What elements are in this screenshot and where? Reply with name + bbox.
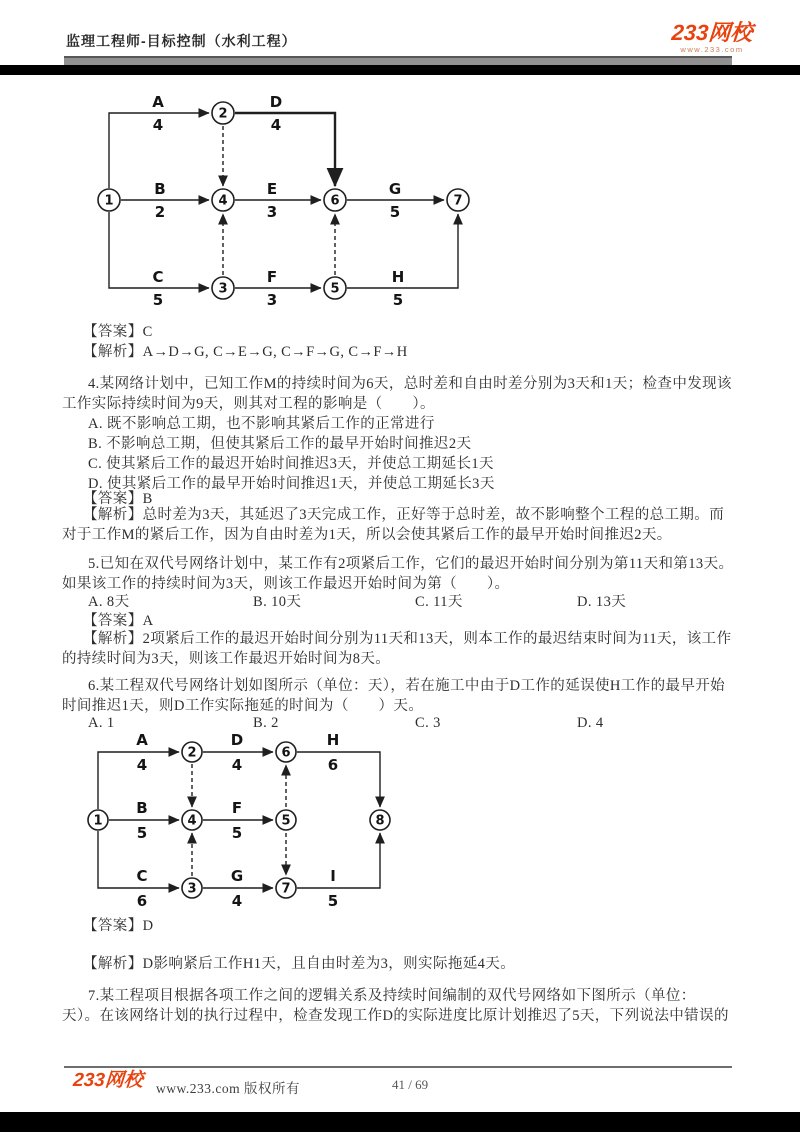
q5-option-c: C. 11天 — [415, 594, 463, 610]
q5-stem-line1: 5.已知在双代号网络计划中，某工作有2项紧后工作，它们的最迟开始时间分别为第11天和第13天。 — [88, 556, 734, 572]
event-node-label-8: 8 — [375, 813, 385, 829]
q3-answer: 【答案】C — [83, 324, 153, 340]
q5-option-b: B. 10天 — [253, 594, 302, 610]
activity-name-H: H — [391, 268, 405, 286]
brand-logo-text: 233网校 — [670, 20, 754, 45]
footer-brand-logo — [64, 1071, 152, 1090]
footer-black-rule — [0, 1112, 800, 1132]
activity-arrow-H — [297, 752, 380, 807]
brand-logo-url: www.233.com — [680, 45, 744, 54]
activity-duration-B: 5 — [136, 824, 148, 842]
activity-name-H: H — [326, 731, 340, 749]
q6-analysis: 【解析】D影响紧后工作H1天，且自由时差为3，则实际拖延4天。 — [83, 956, 516, 972]
q7-stem-line2: 天）。在该网络计划的执行过程中，检查发现工作D的实际进度比原计划推迟了5天，下列说法中错误的 — [62, 1008, 729, 1024]
event-node-label-7: 7 — [281, 881, 291, 897]
activity-name-F: F — [231, 799, 243, 817]
q4-option-c: C. 使其紧后工作的最迟开始时间推迟3天，并使总工期延长1天 — [88, 456, 494, 472]
q5-analysis-line2: 的持续时间为3天，则该工作最迟开始时间为8天。 — [62, 651, 391, 667]
event-node-label-4: 4 — [218, 193, 228, 209]
footer-page-number: 41 / 69 — [392, 1077, 429, 1092]
q4-analysis-line1: 【解析】总时差为3天，其延迟了3天完成工作，正好等于总时差，故不影响整个工程的总工期。而 — [83, 507, 725, 523]
footer-rule — [64, 1066, 732, 1068]
q6-stem-line1: 6.某工程双代号网络计划如图所示（单位：天），若在施工中由于D工作的延误使H工作的最早开始 — [88, 678, 726, 694]
q7-stem-line1: 7.某工程项目根据各项工作之间的逻辑关系及持续时间编制的双代号网络如下图所示（单位： — [88, 988, 696, 1004]
event-node-label-5: 5 — [281, 813, 291, 829]
event-node-label-6: 6 — [281, 745, 291, 761]
q5-answer: 【答案】A — [83, 613, 154, 629]
q6-option-c: C. 3 — [415, 715, 441, 731]
event-node-label-6: 6 — [330, 193, 340, 209]
network-diagram-question6 — [80, 732, 420, 912]
page-header-title: 监理工程师-目标控制（水利工程） — [66, 33, 297, 49]
footer-copyright: www.233.com 版权所有 — [156, 1081, 300, 1096]
q6-option-d: D. 4 — [577, 715, 604, 731]
activity-duration-C: 5 — [152, 291, 164, 309]
activity-name-B: B — [154, 180, 166, 198]
activity-duration-A: 4 — [152, 116, 164, 134]
activity-duration-H: 6 — [327, 756, 339, 774]
event-node-label-7: 7 — [453, 193, 463, 209]
activity-duration-F: 5 — [231, 824, 243, 842]
q4-option-d: D. 使其紧后工作的最早开始时间推迟1天，并使总工期延长3天 — [88, 476, 495, 492]
q6-option-a: A. 1 — [88, 715, 115, 731]
header-black-rule — [0, 65, 800, 75]
activity-duration-F: 3 — [266, 291, 278, 309]
activity-name-C: C — [136, 867, 148, 885]
activity-name-E: E — [266, 180, 278, 198]
activity-name-G: G — [230, 867, 244, 885]
activity-duration-C: 6 — [136, 892, 148, 910]
q4-option-b: B. 不影响总工期，但使其紧后工作的最早开始时间推迟2天 — [88, 436, 472, 452]
event-node-label-1: 1 — [104, 193, 114, 209]
q3-analysis: 【解析】A→D→G, C→E→G, C→F→G, C→F→H — [83, 344, 408, 360]
q5-analysis-line1: 【解析】2项紧后工作的最迟开始时间分别为11天和13天，则本工作的最迟结束时间为11天，该工作 — [83, 631, 732, 647]
q5-option-d: D. 13天 — [577, 594, 627, 610]
q4-answer: 【答案】B — [83, 491, 153, 507]
q4-option-a: A. 既不影响总工期，也不影响其紧后工作的正常进行 — [88, 416, 435, 432]
q6-option-b: B. 2 — [253, 715, 279, 731]
activity-name-F: F — [266, 268, 278, 286]
activity-name-I: I — [330, 867, 336, 885]
network-diagram-question3 — [80, 85, 500, 315]
activity-duration-B: 2 — [154, 203, 166, 221]
footer-brand-logo-text: 233网校 — [72, 1070, 144, 1091]
q5-stem-line2: 如果该工作的持续时间为3天，则该工作最迟开始时间为第（ ）。 — [62, 576, 510, 592]
event-node-label-3: 3 — [218, 281, 228, 297]
event-node-label-4: 4 — [187, 813, 197, 829]
event-node-label-2: 2 — [187, 745, 197, 761]
q6-stem-line2: 时间推迟1天，则D工作实际拖延的时间为（ ）天。 — [62, 698, 424, 714]
header-gray-rule — [64, 56, 732, 65]
activity-duration-D: 4 — [231, 756, 243, 774]
q4-stem-line2: 工作实际持续时间为9天，则其对工程的影响是（ ）。 — [62, 396, 435, 412]
q4-stem-line1: 4.某网络计划中，已知工作M的持续时间为6天，总时差和自由时差分别为3天和1天；检查中发现该 — [88, 376, 732, 392]
activity-name-G: G — [388, 180, 402, 198]
activity-name-D: D — [230, 731, 244, 749]
event-node-label-1: 1 — [93, 813, 103, 829]
activity-arrow-I — [297, 833, 380, 888]
brand-logo — [656, 22, 768, 54]
activity-arrow-D — [235, 113, 335, 186]
q6-answer: 【答案】D — [83, 918, 154, 934]
activity-name-C: C — [152, 268, 164, 286]
q4-analysis-line2: 对于工作M的紧后工作，因为自由时差为1天，所以会使其紧后工作的最早开始时间推迟2天。 — [62, 527, 672, 543]
event-node-label-3: 3 — [187, 881, 197, 897]
activity-name-B: B — [136, 799, 148, 817]
activity-duration-D: 4 — [270, 116, 282, 134]
activity-duration-E: 3 — [266, 203, 278, 221]
activity-duration-H: 5 — [392, 291, 404, 309]
event-node-label-5: 5 — [330, 281, 340, 297]
activity-duration-G: 5 — [389, 203, 401, 221]
activity-duration-G: 4 — [231, 892, 243, 910]
q5-option-a: A. 8天 — [88, 594, 130, 610]
activity-duration-I: 5 — [327, 892, 339, 910]
activity-duration-A: 4 — [136, 756, 148, 774]
event-node-label-2: 2 — [218, 106, 228, 122]
activity-name-D: D — [269, 93, 283, 111]
activity-name-A: A — [152, 93, 164, 111]
activity-name-A: A — [136, 731, 148, 749]
